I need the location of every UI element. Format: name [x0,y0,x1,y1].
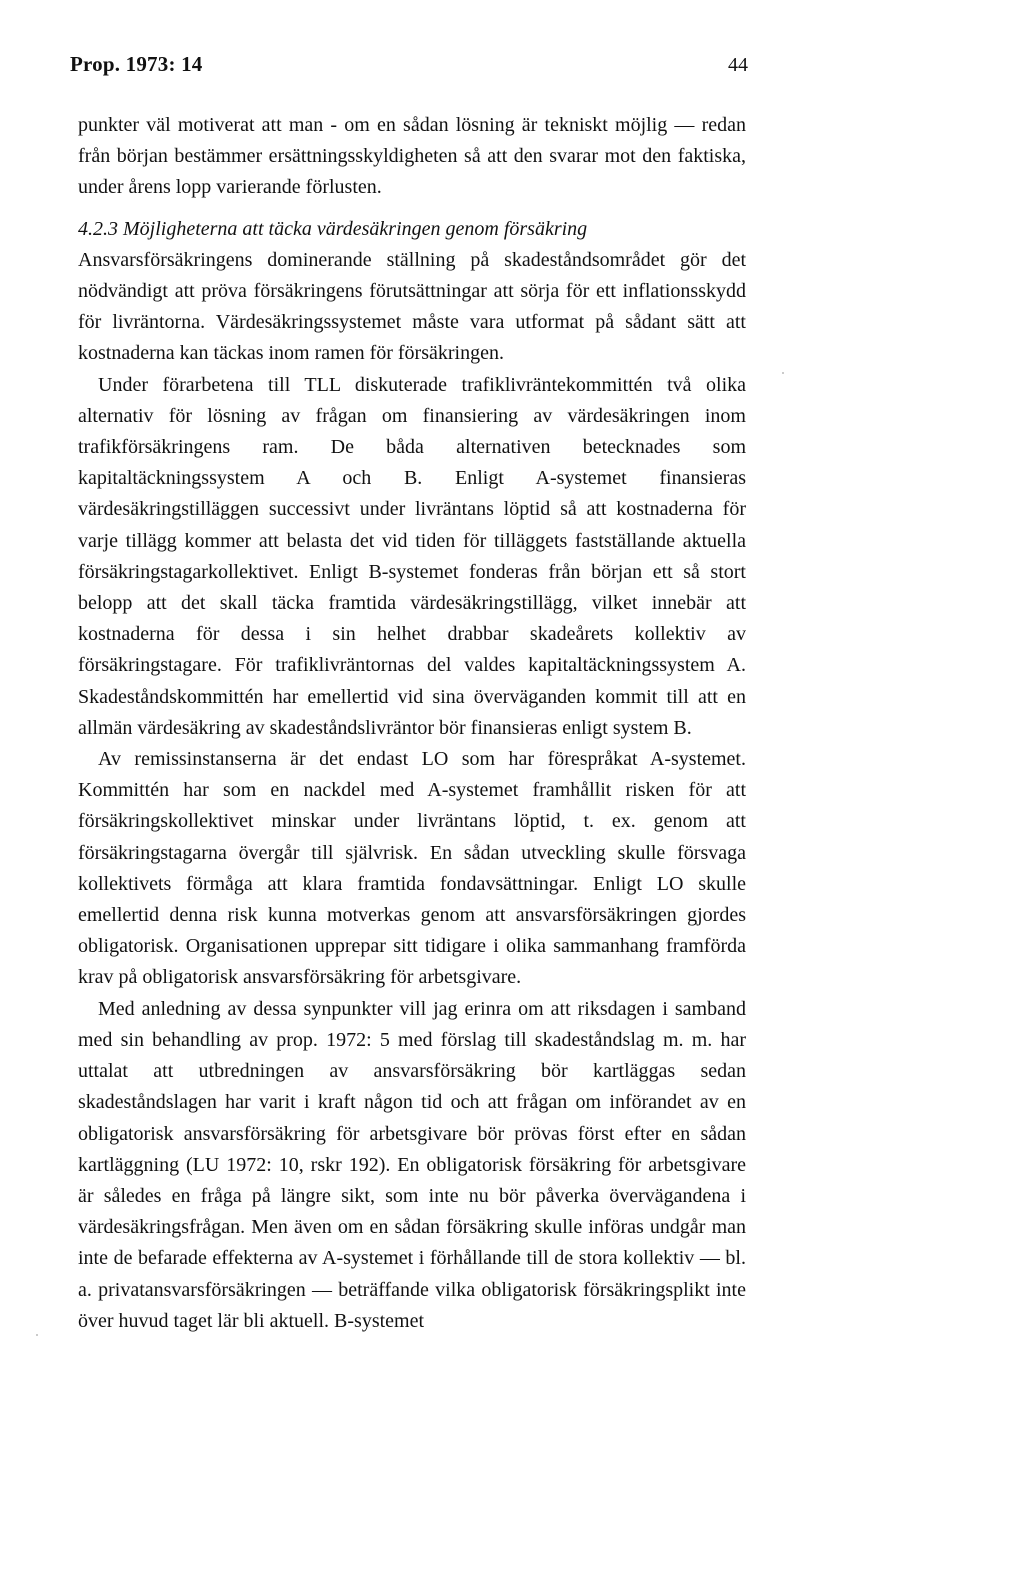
section-heading: 4.2.3 Möjligheterna att täcka värdesäkringen genom försäkring [78,217,588,240]
paragraph-2: Under förarbetena till TLL diskuterade trafiklivräntekommittén två olika alternativ för lösning av frågan om finansiering av värdesäkringen inom trafikförsäkringens ram. De båda alternativen betecknades som kapitaltäckningssystem A och B. Enligt A-systemet finansieras värdesäkringstilläggen successivt under livräntans löptid så att kostnaderna för varje tillägg kommer att belasta det vid tiden för tilläggets fastställande aktuella försäkringstagarkollektivet. Enligt B-systemet fonderas från början ett så stort belopp att det skall täcka framtida värdesäkringstillägg, vilket innebär att kostnaderna för dessa i sin helhet drabbar skadeårets kollektiv av försäkringstagare. För trafiklivräntornas del valdes kapitaltäckningssystem A. Skadeståndskommittén har emellertid vid sina överväganden kommit till att en allmän värdesäkring av skadeståndslivräntor bör finansieras enligt system B. [78,373,746,739]
page-number: 44 [728,54,748,76]
intro-paragraph: punkter väl motiverat att man - om en sådan lösning är tekniskt möjlig — redan från början bestämmer ersättningsskyldigheten så att den svarar mot den faktiska, under årens lopp varierande förlusten. [78,114,746,199]
scan-speck [36,1334,38,1336]
paragraph-4: Med anledning av dessa synpunkter vill jag erinra om att riksdagen i samband med sin behandling av prop. 1972: 5 med förslag till skadeståndslag m. m. har uttalat att utbredningen av ansvarsförsäkring bör kartläggas sedan skadeståndslagen har varit i kraft någon tid och att frågan om införandet av en obligatorisk ansvarsförsäkring för arbetsgivare bör prövas först efter en sådan kartläggning (LU 1972: 10, rskr 192). En obligatorisk försäkring för arbetsgivare är således en fråga på längre sikt, som inte nu bör påverka övervägandena i värdesäkringsfrågan. Men även om en sådan försäkring skulle införas undgår man inte de befarade effekterna av A-systemet i förhållande till de stora kollektiv — bl. a. privatansvarsförsäkringen — beträffande vilka obligatorisk försäkringsplikt inte över huvud taget lär bli aktuell. B-systemet [78,997,746,1332]
paragraph-1: Ansvarsförsäkringens dominerande ställning på skadeståndsområdet gör det nödvändigt att pröva försäkringens förutsättningar att sörja för ett inflationsskydd för livräntorna. Värdesäkringssystemet måste vara utformat på sådant sätt att kostnaderna kan täckas inom ramen för försäkringen. [78,248,746,365]
scan-speck [782,372,784,374]
document-reference: Prop. 1973: 14 [70,52,203,76]
page-body [78,110,746,1337]
paragraph-3: Av remissinstanserna är det endast LO som har förespråkat A-systemet. Kommittén har som en nackdel med A-systemet framhållit risken för att försäkringskollektivet minskar under livräntans löptid, t. ex. genom att försäkringstagarna övergår till självrisk. En sådan utveckling skulle försvaga kollektivets förmåga att klara framtida fondavsättningar. Enligt LO skulle emellertid denna risk kunna motverkas genom att ansvarsförsäkringen gjordes obligatorisk. Organisationen upprepar sitt tidigare i olika sammanhang framförda krav på obligatorisk ansvarsförsäkring för arbetsgivare. [78,748,746,989]
page-header [70,52,748,92]
